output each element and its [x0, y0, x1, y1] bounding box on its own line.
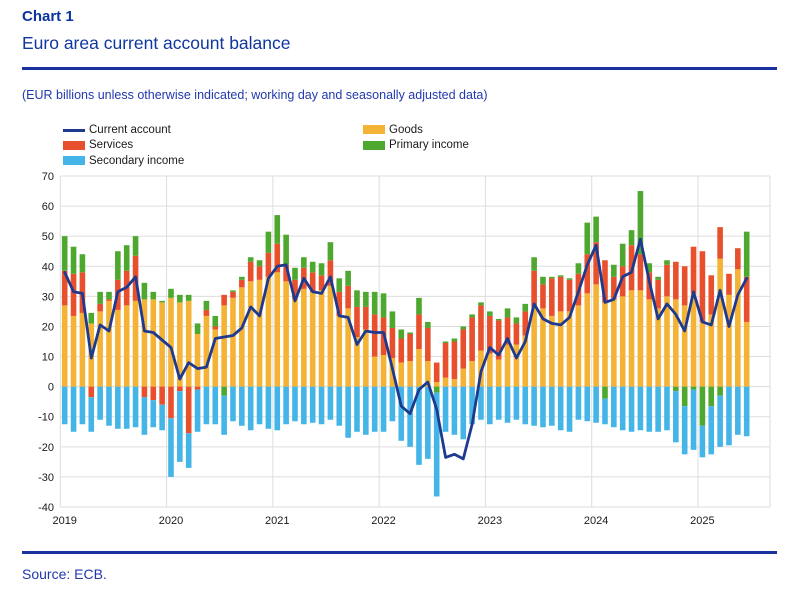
chart-area: [0, 108, 800, 540]
svg-text:-10: -10: [38, 411, 54, 424]
legend-label: Goods: [389, 123, 423, 136]
chart-note: (EUR billions unless otherwise indicated; working day and seasonally adjusted data): [22, 88, 488, 102]
gridlines: [60, 176, 770, 507]
svg-text:-20: -20: [38, 441, 54, 454]
svg-text:-30: -30: [38, 471, 54, 484]
legend-label: Primary income: [389, 139, 469, 152]
svg-text:2024: 2024: [583, 515, 609, 527]
svg-text:10: 10: [41, 351, 54, 364]
svg-text:2019: 2019: [52, 515, 77, 527]
svg-text:2021: 2021: [265, 515, 290, 527]
svg-text:70: 70: [41, 171, 54, 183]
page-title: Euro area current account balance: [22, 33, 291, 53]
svg-text:2023: 2023: [477, 515, 503, 527]
svg-text:2022: 2022: [371, 515, 396, 527]
svg-text:40: 40: [41, 261, 54, 274]
svg-text:2020: 2020: [158, 515, 184, 527]
svg-text:20: 20: [41, 321, 54, 334]
title-divider: [22, 67, 777, 70]
svg-text:2025: 2025: [690, 515, 715, 527]
legend-label: Secondary income: [89, 154, 185, 167]
svg-text:60: 60: [41, 201, 54, 214]
svg-text:0: 0: [47, 381, 54, 394]
chart-number: Chart 1: [22, 8, 74, 25]
legend-label: Services: [89, 139, 134, 152]
chart-canvas: [0, 108, 800, 540]
footer-divider: [22, 551, 777, 554]
svg-text:-40: -40: [38, 502, 54, 514]
svg-text:30: 30: [41, 291, 54, 304]
legend-label: Current account: [89, 123, 171, 136]
svg-text:50: 50: [41, 231, 54, 244]
source-text: Source: ECB.: [22, 566, 107, 582]
